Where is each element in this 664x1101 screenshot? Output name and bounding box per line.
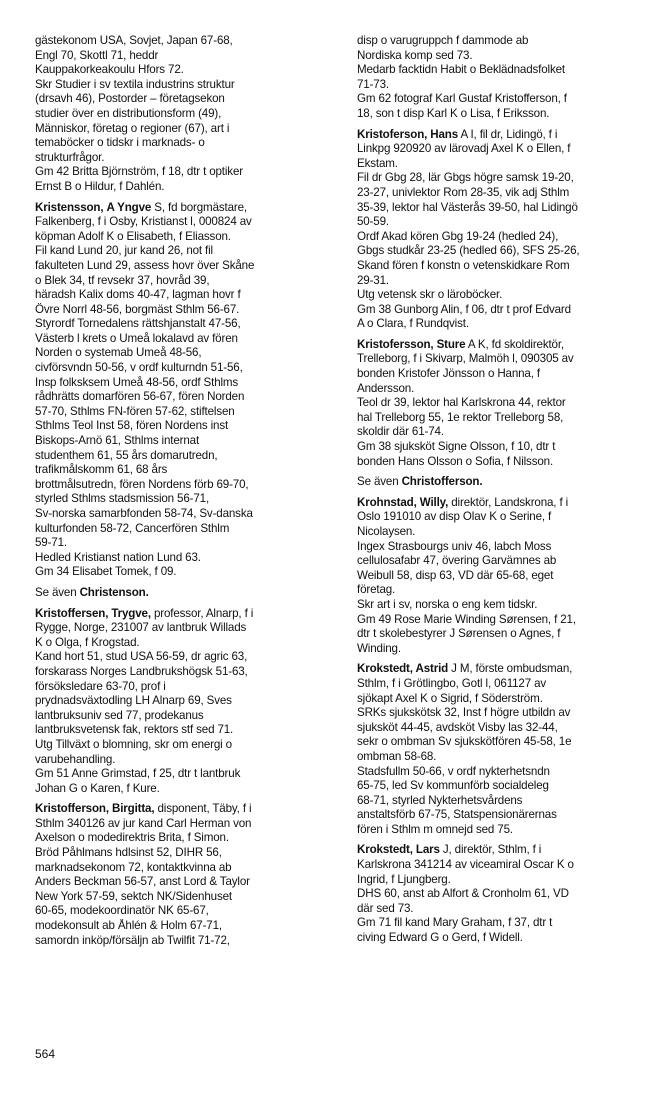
entry-text-line: disp o varugruppch f dammode ab	[357, 34, 529, 47]
entry-text-line: Rygge, Norge, 231007 av lantbruk Willads	[35, 621, 247, 635]
entry-text-line: Stadsfullm 50-66, v ordf nykterhetsndn	[357, 764, 550, 778]
cross-reference	[357, 475, 657, 490]
entry-text-line: Ingex Strasbourgs univ 46, labch Moss	[357, 539, 552, 553]
entry-text-line: 68-71, styrled Nykterhetsvårdens	[357, 793, 523, 807]
entry-text-line: 23-27, univlektor Rom 28-35, vik adj Sthlm	[357, 185, 570, 199]
entry-text-line: Winding.	[357, 641, 401, 655]
entry-text-line: lantbruksuniv sed 77, prodekanus	[35, 708, 204, 722]
entry-text-line: Biskops-Arnö 61, Sthlms internat	[35, 434, 200, 448]
entry-text-line: fakulteten Lund 29, assess hovr över Skåne	[35, 258, 255, 272]
entry-text-line: Fil dr Gbg 28, lär Gbgs högre samsk 19-20,	[357, 171, 574, 185]
cross-reference	[35, 586, 335, 601]
entry-heading-line	[357, 662, 657, 677]
entry-name: Kristensson,	[35, 200, 104, 214]
entry-text-line: 71-73.	[357, 77, 389, 91]
entry-text-line: prydnadsväxtodling LH Alnarp 69, Sves	[35, 694, 232, 708]
right-column	[357, 34, 657, 952]
entry-text-line: hal Trelleborg 55, 1e rektor Trelleborg 58,	[357, 410, 564, 424]
entry-text-line: o Blek 34, tf revsekr 37, hovråd 39,	[35, 273, 210, 287]
entry-text-line: Engl 70, Skottl 71, heddr	[35, 48, 159, 62]
entry-name: Krokstedt, Lars	[357, 843, 440, 857]
entry-text-line: Västerb l krets o Umeå lokalavd av fören	[35, 331, 238, 345]
entry-text-line: styrled Sthlms stadsmission 56-71,	[35, 492, 210, 506]
entry-continuation	[35, 34, 335, 195]
entry-text-line: Styrordf Tornedalens rättshjanstalt 47-56,	[35, 317, 241, 331]
see-also-label: Se även	[35, 585, 80, 599]
biography-entry	[357, 662, 657, 837]
entry-text-line: Norden o systemab Umeå 48-56,	[35, 346, 202, 360]
entry-text-line: 18, son t disp Karl K o Lisa, f Eriksson.	[357, 106, 550, 120]
entry-text-line: DHS 60, anst ab Alfort & Cronholm 61, VD	[357, 887, 569, 901]
see-also-name: Christenson.	[79, 585, 149, 599]
entry-text-line: Sv-norska samarbfonden 58-74, Sv-danska	[35, 507, 253, 520]
entry-text-line: samordn inköp/försäljn ab Twilfit 71-72,	[35, 933, 230, 947]
entry-text-line: Andersson.	[357, 381, 415, 395]
entry-text-line: Anders Beckman 56-57, anst Lord & Taylor	[35, 875, 250, 889]
entry-text-line: Sthlms Teol Inst 58, fören Nordens inst	[35, 419, 229, 433]
entry-text-line: Teol dr 39, lektor hal Karlskrona 44, rektor	[357, 396, 566, 410]
entry-heading-text: professor, Alnarp, f i	[150, 606, 254, 620]
entry-text-line: gästekonom USA, Sovjet, Japan 67-68,	[35, 34, 233, 47]
entry-text-line: Axelson o modedirektris Brita, f Simon.	[35, 831, 229, 845]
entry-heading-text: disponent, Täby, f i	[154, 802, 252, 816]
entry-text-line: Gm 34 Elisabet Tomek, f 09.	[35, 565, 177, 579]
entry-text-line: häradsh Kalix doms 40-47, lagman hovr f	[35, 288, 241, 302]
entry-name: Kristofersson, Sture	[357, 337, 466, 351]
entry-text-line: bonden Kristofer Jönsson o Hanna, f	[357, 367, 540, 381]
entry-text-line: försöksledare 63-70, prof i	[35, 679, 166, 693]
entry-heading-line	[35, 802, 335, 817]
entry-text-line: anstaltsförb 67-75, Statspensionärernas	[357, 808, 557, 822]
entry-given-name: A Yngve	[106, 200, 152, 214]
entry-text-line: civförsvndn 50-56, v ordf kulturndn 51-56,	[35, 361, 243, 375]
entry-text-line: Medarb facktidn Habit o Beklädnadsfolket	[357, 63, 565, 77]
entry-heading-text: direktör, Landskrona, f i	[448, 495, 569, 509]
entry-text-line: dtr t skolebestyrer J Sørensen o Agnes, f	[357, 627, 561, 641]
entry-text-line: Gbgs studkår 23-25 (hedled 66), SFS 25-26,	[357, 244, 580, 258]
entry-text-line: New York 57-59, sektch NK/Sidenhuset	[35, 889, 232, 903]
entry-text-line: Oslo 191010 av disp Olav K o Serine, f	[357, 510, 552, 524]
entry-text-line: Fil kand Lund 20, jur kand 26, not fil	[35, 244, 213, 258]
entry-name: Krohnstad, Willy,	[357, 495, 449, 509]
biography-entry	[35, 802, 335, 948]
entry-text-line: Gm 42 Britta Björnström, f 18, dtr t optiker	[35, 165, 243, 179]
biography-entry	[357, 496, 657, 657]
entry-text-line: Hedled Kristianst nation Lund 63.	[35, 550, 201, 564]
entry-text-line: lantbruksvetensk fak, rektors stf sed 71.	[35, 723, 234, 737]
entry-text-line: fören i Sthlm m omnejd sed 75.	[357, 822, 513, 836]
entry-text-line: Sthlm 340126 av jur kand Carl Herman von	[35, 816, 252, 830]
entry-text-line: marknadsekonom 72, kontaktkvinna ab	[35, 860, 232, 874]
entry-text-line: Nicolaysen.	[357, 525, 416, 538]
entry-text-line: Ordf Akad kören Gbg 19-24 (hedled 24),	[357, 229, 559, 243]
biography-entry	[35, 201, 335, 580]
entry-text-line: Nordiska komp sed 73.	[357, 48, 473, 62]
entry-text-line: Övre Norrl 48-56, borgmäst Sthlm 56-67.	[35, 302, 240, 316]
entry-text-line: civing Edward G o Gerd, f Widell.	[357, 931, 523, 945]
entry-name: Kristofferson, Birgitta,	[35, 802, 155, 816]
entry-text-line: Gm 71 fil kand Mary Graham, f 37, dtr t	[357, 916, 553, 930]
entry-text-line: modekonsult ab Åhlén & Holm 67-71,	[35, 919, 222, 933]
entry-text-line: rådhrätts domarfören 56-67, fören Norden	[35, 390, 245, 404]
entry-text-line: sekr o ombman Sv sjukskötfören 45-58, 1e	[357, 735, 572, 749]
entry-heading-text: A I, fil dr, Lidingö, f i	[458, 127, 558, 141]
entry-text-line: forskarass Norges Landbrukshögsk 51-63,	[35, 664, 248, 678]
entry-text-line: Skr art i sv, norska o eng kem tidskr.	[357, 597, 538, 611]
entry-text-line: 29-31.	[357, 273, 389, 287]
entry-text-line: Utg Tillväxt o blomning, skr om energi o	[35, 737, 232, 751]
entry-text-line: 60-65, modekoordinatör NK 65-67,	[35, 904, 209, 918]
entry-text-line: ombman 58-68.	[357, 749, 437, 763]
entry-text-line: Gm 38 sjuksköt Signe Olsson, f 10, dtr t	[357, 440, 556, 454]
entry-text-line: Ernst B o Hildur, f Dahlén.	[35, 179, 165, 193]
entry-text-line: (drsavh 46), Postorder – företagsekon	[35, 92, 225, 106]
entry-heading-line	[35, 201, 335, 216]
entry-text-line: Karlskrona 341214 av viceamiral Oscar K o	[357, 858, 574, 872]
entry-text-line: Insp folksksem Umeå 48-56, ordf Sthlms	[35, 375, 239, 389]
see-also-label: Se även	[357, 475, 402, 489]
biography-entry	[357, 128, 657, 332]
entry-text-line: Weibull 58, disp 63, VD där 65-68, eget	[357, 568, 554, 582]
entry-text-line: Ekstam.	[357, 156, 398, 170]
entry-text-line: SRKs sjukskötsk 32, Inst f högre utbildn av	[357, 706, 571, 720]
entry-heading-text: A K, fd skoldirektör,	[465, 337, 564, 351]
entry-text-line: Skand fören f konstn o vetenskidkare Rom	[357, 258, 570, 272]
entry-text-line: K o Olga, f Krogstad.	[35, 635, 140, 649]
entry-text-line: temaböcker o tidskr i marknads- o	[35, 136, 205, 150]
entry-heading-line	[35, 607, 335, 622]
biography-entry	[35, 607, 335, 797]
entry-text-line: köpman Adolf K o Elisabeth, f Eliasson.	[35, 229, 231, 243]
entry-text-line: där sed 73.	[357, 901, 414, 915]
entry-text-line: Gm 62 fotograf Karl Gustaf Kristofferson, f	[357, 92, 567, 106]
biography-entry	[357, 338, 657, 469]
entry-text-line: Linkpg 920920 av lärovadj Axel K o Ellen, f	[357, 142, 571, 156]
entry-text-line: Gm 49 Rose Marie Winding Sørensen, f 21,	[357, 612, 576, 626]
entry-text-line: Gm 38 Gunborg Alin, f 06, dtr t prof Edvard	[357, 302, 571, 316]
entry-text-line: kulturfonden 58-72, Cancerfören Sthlm	[35, 521, 230, 535]
entry-text-line: A o Clara, f Rundqvist.	[357, 317, 469, 331]
entry-text-line: Bröd Påhlmans hdlsinst 52, DIHR 56,	[35, 846, 222, 860]
entry-heading-line	[357, 496, 657, 511]
entry-continuation	[357, 34, 657, 122]
entry-text-line: sjökapt Axel K o Sigrid, f Söderström.	[357, 691, 543, 705]
page-number: 564	[35, 1047, 56, 1061]
see-also-name: Christofferson.	[401, 475, 483, 489]
entry-heading-text: J, direktör, Sthlm, f i	[439, 843, 542, 857]
entry-heading-text: J M, förste ombudsman,	[448, 662, 573, 676]
entry-name: Krokstedt, Astrid	[357, 662, 449, 676]
entry-text-line: 35-39, lektor hal Västerås 39-50, hal Lidingö	[357, 200, 578, 214]
entry-heading-line	[357, 338, 657, 353]
biography-entry	[357, 843, 657, 945]
entry-text-line: Trelleborg, f i Skivarp, Malmöh l, 090305 av	[357, 352, 574, 366]
entry-text-line: bonden Hans Olsson o Sofia, f Nilsson.	[357, 454, 554, 468]
entry-heading-line	[357, 843, 657, 858]
entry-text-line: skoldir där 61-74.	[357, 425, 444, 439]
entry-text-line: studenthem 61, 55 års domarutredn,	[35, 448, 218, 462]
entry-heading-line	[357, 128, 657, 143]
entry-text-line: Kand hort 51, stud USA 56-59, dr agric 63,	[35, 650, 248, 664]
left-column	[35, 34, 335, 954]
entry-text-line: trafikmålskomm 61, 68 års	[35, 463, 168, 477]
entry-text-line: brottmålsutredn, fören Nordens förb 69-70,	[35, 477, 249, 491]
entry-heading-text: S, fd borgmästare,	[151, 200, 247, 214]
entry-text-line: 50-59.	[357, 215, 389, 229]
entry-text-line: Människor, företag o regioner (67), art i	[35, 121, 230, 135]
entry-text-line: Falkenberg, f i Osby, Kristianst l, 000824 av	[35, 215, 252, 229]
entry-text-line: Gm 51 Anne Grimstad, f 25, dtr t lantbruk	[35, 767, 241, 781]
entry-text-line: Johan G o Karen, f Kure.	[35, 781, 160, 795]
entry-text-line: cellulosafabr 47, övering Garvämnes ab	[357, 554, 557, 568]
entry-text-line: studier över en distributionsform (49),	[35, 106, 222, 120]
entry-text-line: 57-70, Sthlms FN-fören 57-62, stiftelsen	[35, 404, 235, 418]
entry-text-line: företag.	[357, 583, 396, 597]
entry-text-line: sjuksköt 44-45, avdsköt Visby las 32-44,	[357, 720, 558, 734]
entry-text-line: Kauppakorkeakoulu Hfors 72.	[35, 63, 184, 77]
entry-text-line: 65-75, led Sv kommunförb socialdeleg	[357, 779, 549, 793]
entry-text-line: Skr Studier i sv textila industrins struktur	[35, 77, 235, 91]
entry-text-line: 59-71.	[35, 536, 67, 550]
entry-name: Kristoffersen, Trygve,	[35, 606, 151, 620]
entry-text-line: varubehandling.	[35, 752, 116, 766]
entry-text-line: strukturfrågor.	[35, 150, 105, 164]
entry-text-line: Utg vetensk skr o läroböcker.	[357, 288, 503, 302]
entry-text-line: Sthlm, f i Grötlingbo, Gotl l, 061127 av	[357, 676, 547, 690]
entry-name: Kristoferson, Hans	[357, 127, 459, 141]
entry-text-line: Ingrid, f Ljungberg.	[357, 872, 451, 886]
